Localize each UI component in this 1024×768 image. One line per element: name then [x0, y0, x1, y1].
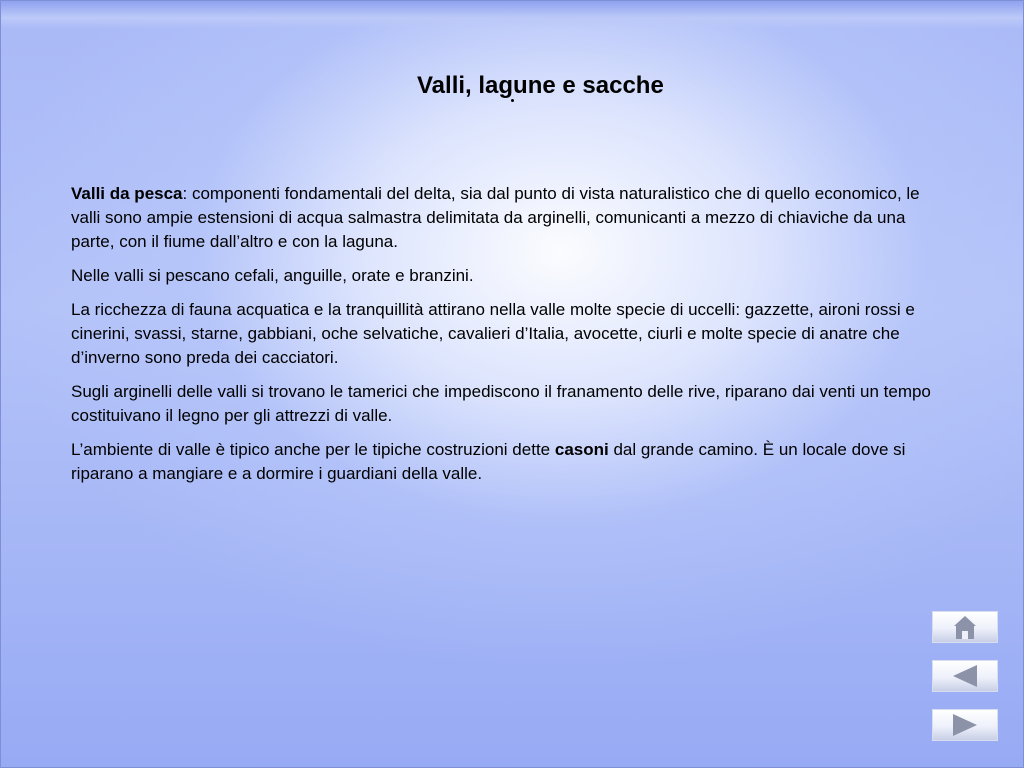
paragraph-text-after: dal grande camino. È un locale dove si riparano a mangiare e a dormire i guardiani della valle. [71, 440, 906, 483]
paragraph-text: : componenti fondamentali del delta, sia dal punto di vista naturalistico che di quello economico, le valli sono ampie estensioni di acqua salmastra delimitata da arginelli, comunicanti a mezzo di chiaviche da una parte, con il fiume dall’altro e con la laguna. [71, 184, 920, 251]
bold-lead-valli-da-pesca: Valli da pesca [71, 184, 183, 203]
home-button[interactable] [932, 611, 998, 643]
next-slide-button[interactable] [932, 709, 998, 741]
slide-title: Valli, lagune e sacche [417, 72, 664, 99]
top-band [1, 1, 1024, 29]
paragraph-casoni [71, 438, 951, 486]
previous-slide-button[interactable] [932, 660, 998, 692]
paragraph-pesca: Nelle valli si pescano cefali, anguille, orate e branzini. [71, 266, 474, 285]
paragraph-text-before: L’ambiente di valle è tipico anche per le tipiche costruzioni dette [71, 440, 555, 459]
arrow-left-icon [933, 661, 997, 691]
title-dot [511, 99, 514, 102]
paragraph-valli-da-pesca [71, 182, 951, 254]
slide-content [71, 182, 951, 496]
paragraph-tamerici: Sugli arginelli delle valli si trovano le tamerici che impediscono il franamento delle rive, riparano dai venti un tempo costituivano il legno per gli attrezzi di valle. [71, 382, 931, 425]
home-icon [933, 612, 997, 642]
paragraph-fauna: La ricchezza di fauna acquatica e la tranquillità attirano nella valle molte specie di uccelli: gazzette, aironi rossi e cinerini, svassi, starne, gabbiani, oche selvatiche, cavalieri d’Italia, avocette, ciurli e molte specie di anatre che d’inverno sono preda dei cacciatori. [71, 300, 915, 367]
title-area [1, 71, 1024, 111]
arrow-right-icon [933, 710, 997, 740]
bold-casoni: casoni [554, 440, 609, 459]
